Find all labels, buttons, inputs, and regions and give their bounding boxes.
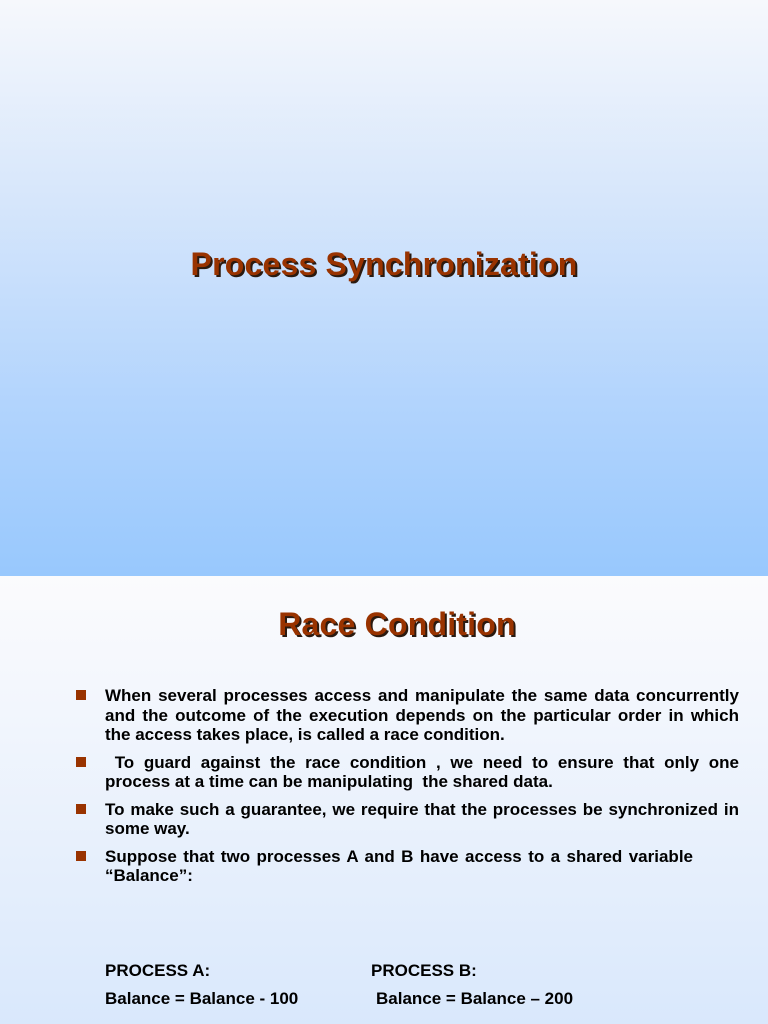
process-statement-row [105,989,745,1017]
bullet-list [0,686,768,894]
bullet-text: Suppose that two processes A and B have access to a shared variable “Balance”: [105,846,693,885]
process-a-statement: Balance = Balance - 100 [105,989,299,1008]
square-bullet-icon [76,757,86,767]
process-a-label: PROCESS A: [105,961,211,980]
square-bullet-icon [76,851,86,861]
bullet-item [105,847,693,886]
bullet-item [105,752,744,792]
square-bullet-icon [76,804,86,814]
race-condition-slide [0,576,768,1024]
bullet-text: To guard against the race condition , we need to ensure that only one process at a time can be manipulating the shared data. [105,752,744,791]
bullet-text: When several processes access and manipulate the same data concurrently and the outcome of the execution depends on the particular order in which the access takes place, is called a race condition. [105,686,739,744]
slide-title-process-synchronization: Process Synchronization [190,246,578,282]
process-definitions [105,961,745,1017]
process-b-label: PROCESS B: [371,961,477,980]
slide-title-race-condition: Race Condition [278,606,516,642]
bullet-text: To make such a guarantee, we require that the processes be synchronized in some way. [105,799,739,838]
bullet-item [105,686,739,745]
process-b-statement: Balance = Balance – 200 [376,989,574,1008]
bullet-item [105,800,739,839]
process-label-row [105,961,745,989]
square-bullet-icon [76,690,86,700]
